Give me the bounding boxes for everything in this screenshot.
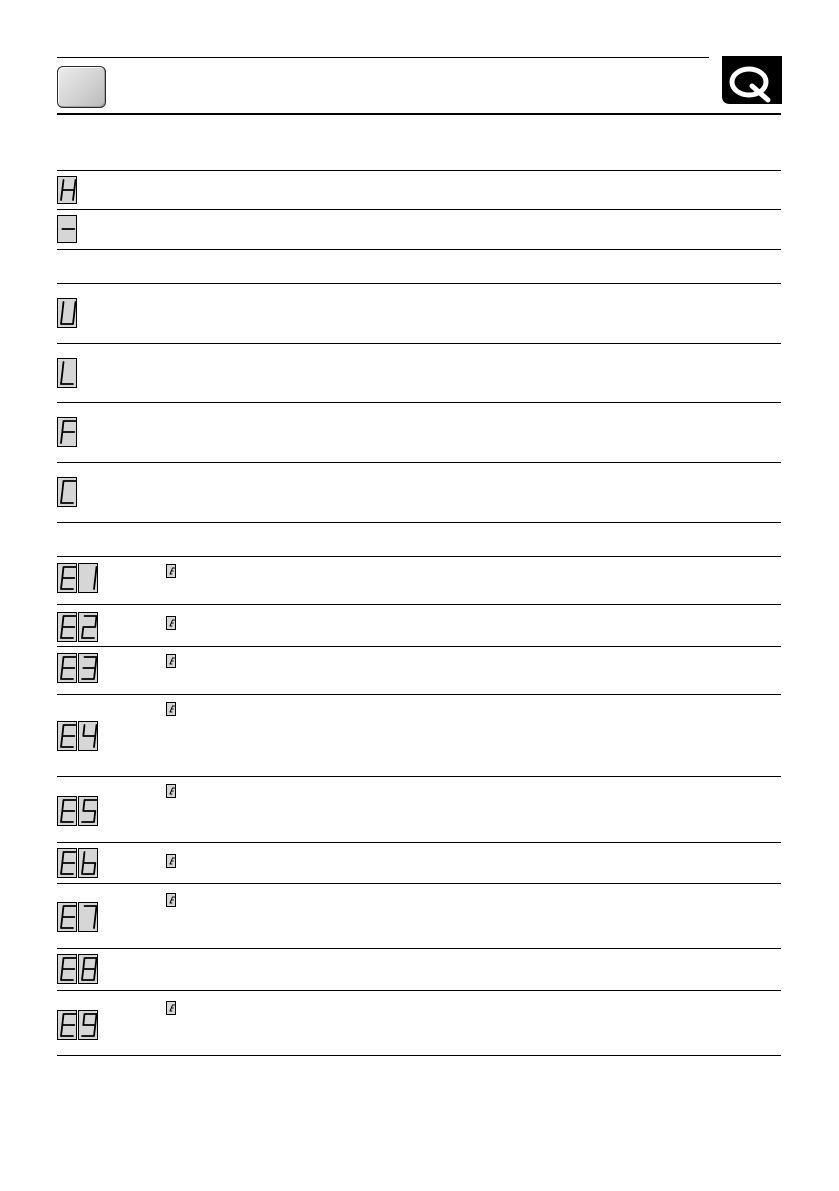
rule <box>57 1055 781 1056</box>
error-code-letter <box>57 721 77 756</box>
error-code-digit <box>78 563 98 598</box>
status-code-display <box>57 176 77 209</box>
rule <box>57 170 781 171</box>
error-code-digit <box>78 612 98 647</box>
header-top-rule <box>57 57 709 58</box>
error-code-digit <box>78 796 98 831</box>
rule <box>57 694 781 695</box>
error-code-digit <box>78 1010 98 1045</box>
inline-e-marker <box>166 654 176 673</box>
mode-code-display <box>57 298 77 333</box>
inline-e-marker <box>166 564 176 583</box>
header-bottom-rule <box>57 113 781 115</box>
error-code-letter <box>57 612 77 647</box>
rule <box>57 283 781 284</box>
inline-e-marker <box>166 854 176 873</box>
error-code-digit <box>78 902 98 937</box>
inline-e-marker <box>166 784 176 803</box>
inline-e-marker <box>166 1001 176 1020</box>
mode-code-display <box>57 477 77 512</box>
rule <box>57 522 781 523</box>
section-tab-marker <box>57 66 106 108</box>
rule <box>57 990 781 991</box>
rule <box>57 343 781 344</box>
mode-code-display <box>57 358 77 393</box>
rule <box>57 604 781 605</box>
error-code-letter <box>57 848 77 883</box>
error-code-digit <box>78 848 98 883</box>
rule <box>57 249 781 250</box>
rule <box>57 556 781 557</box>
error-code-letter <box>57 1010 77 1045</box>
rule <box>57 842 781 843</box>
rule <box>57 776 781 777</box>
error-code-letter <box>57 796 77 831</box>
error-code-letter <box>57 653 77 688</box>
rule <box>57 646 781 647</box>
inline-e-marker <box>166 616 176 635</box>
mode-code-display <box>57 417 77 452</box>
brand-logo <box>722 56 782 109</box>
rule <box>57 402 781 403</box>
error-code-letter <box>57 563 77 598</box>
inline-e-marker <box>166 702 176 721</box>
error-code-letter <box>57 902 77 937</box>
error-code-digit <box>78 653 98 688</box>
rule <box>57 462 781 463</box>
rule <box>57 948 781 949</box>
inline-e-marker <box>166 893 176 912</box>
error-code-digit <box>78 721 98 756</box>
rule <box>57 209 781 210</box>
error-code-digit <box>78 954 98 989</box>
rule <box>57 883 781 884</box>
error-code-letter <box>57 954 77 989</box>
status-code-display <box>57 215 77 248</box>
